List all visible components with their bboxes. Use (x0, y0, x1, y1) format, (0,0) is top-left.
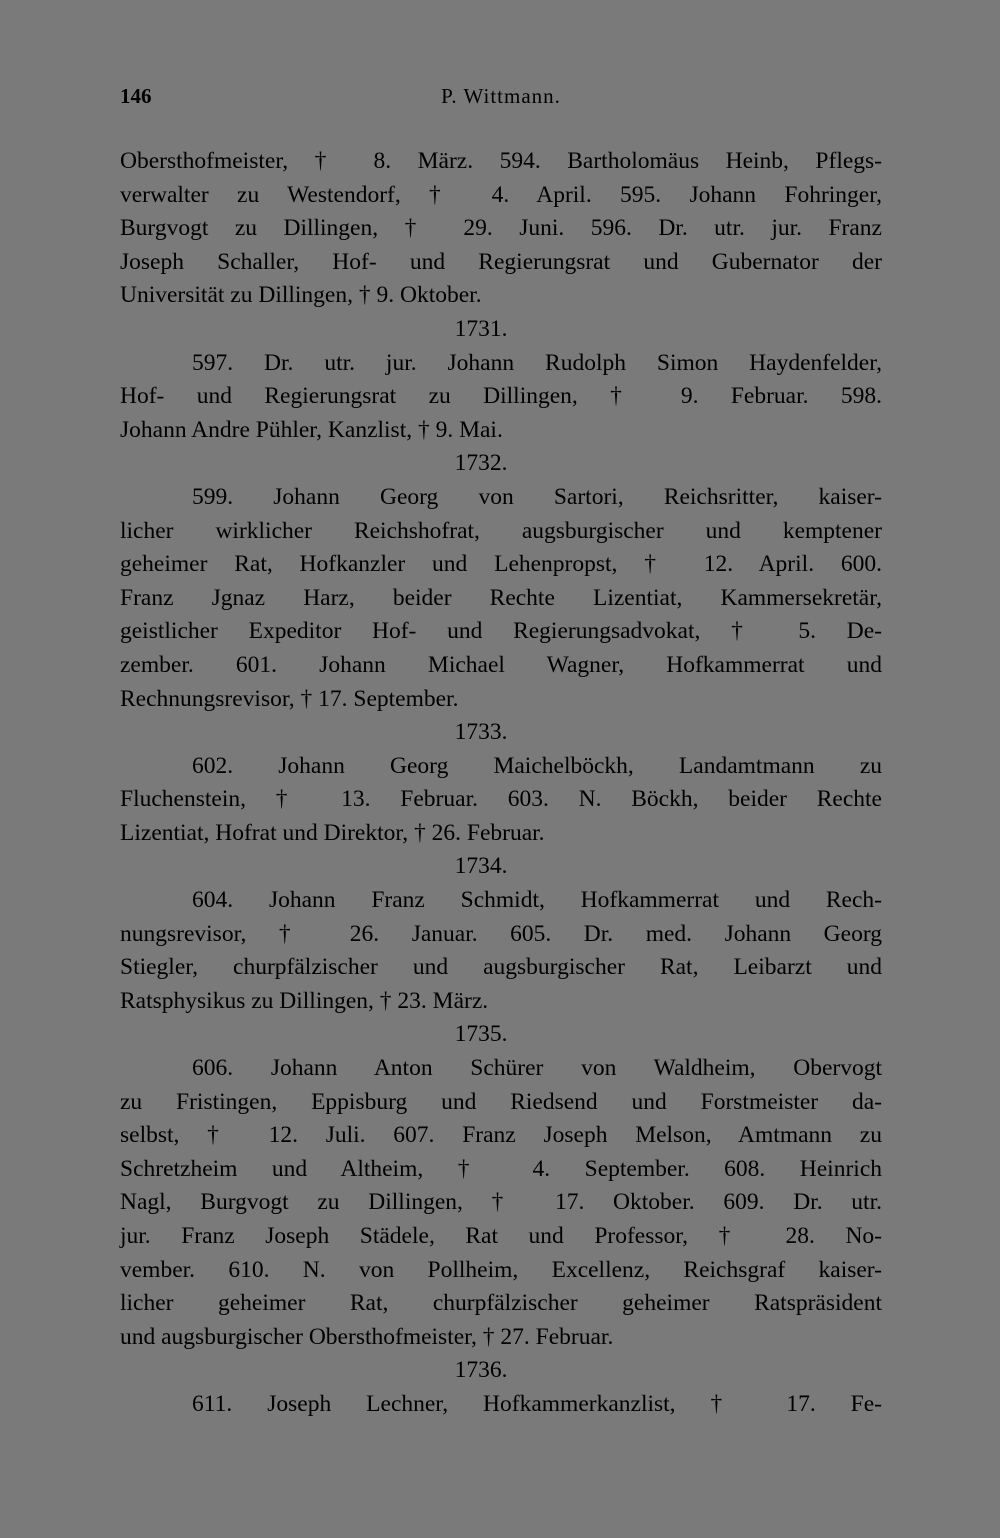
text-line: Schretzheim und Altheim, † 4. September. 608. Heinrich (120, 1155, 882, 1182)
text-line: und augsburgischer Obersthofmeister, † 27. Februar. (120, 1323, 614, 1350)
year-heading: 1734. (454, 853, 508, 880)
text-line: Johann Andre Pühler, Kanzlist, † 9. Mai. (120, 416, 503, 443)
text-line: Ratsphysikus zu Dillingen, † 23. März. (120, 987, 489, 1014)
text-line: Stiegler, churpfälzischer und augsburgischer Rat, Leibarzt und (120, 954, 882, 981)
text-line: 599. Johann Georg von Sartori, Reichsritter, kaiser- (192, 483, 882, 510)
text-line: Joseph Schaller, Hof- und Regierungsrat und Gubernator der (120, 248, 882, 275)
text-line: Burgvogt zu Dillingen, † 29. Juni. 596. Dr. utr. jur. Franz (120, 215, 882, 242)
year-heading: 1732. (454, 450, 508, 477)
text-line: 602. Johann Georg Maichelböckh, Landamtmann zu (192, 752, 882, 779)
year-heading: 1735. (454, 1021, 508, 1048)
text-line: licher wirklicher Reichshofrat, augsburgischer und kemptener (120, 517, 882, 544)
text-line: vember. 610. N. von Pollheim, Excellenz, Reichsgraf kaiser- (120, 1256, 882, 1283)
text-line: Hof- und Regierungsrat zu Dillingen, † 9. Februar. 598. (120, 383, 882, 410)
text-line: selbst, † 12. Juli. 607. Franz Joseph Melson, Amtmann zu (120, 1122, 882, 1149)
text-line: zember. 601. Johann Michael Wagner, Hofkammerrat und (120, 651, 882, 678)
text-line: verwalter zu Westendorf, † 4. April. 595. Johann Fohringer, (120, 181, 882, 208)
running-title: P. Wittmann. (441, 84, 561, 108)
text-line: Lizentiat, Hofrat und Direktor, † 26. Februar. (120, 819, 545, 846)
text-line: 604. Johann Franz Schmidt, Hofkammerrat und Rech- (192, 887, 882, 914)
text-line: Nagl, Burgvogt zu Dillingen, † 17. Oktober. 609. Dr. utr. (120, 1189, 882, 1216)
text-line: Obersthofmeister, † 8. März. 594. Bartholomäus Heinb, Pflegs- (120, 148, 882, 174)
year-heading: 1731. (454, 315, 508, 342)
text-line: zu Fristingen, Eppisburg und Riedsend und Forstmeister da- (120, 1088, 882, 1115)
page-header (120, 84, 882, 118)
text-line: licher geheimer Rat, churpfälzischer geheimer Ratspräsident (120, 1290, 882, 1317)
text-line: 597. Dr. utr. jur. Johann Rudolph Simon Haydenfelder, (192, 349, 882, 376)
text-line: Universität zu Dillingen, † 9. Oktober. (120, 282, 482, 309)
text-line: nungsrevisor, † 26. Januar. 605. Dr. med. Johann Georg (120, 920, 882, 947)
text-line: geistlicher Expeditor Hof- und Regierungsadvokat, † 5. De- (120, 618, 882, 645)
text-line: Fluchenstein, † 13. Februar. 603. N. Böckh, beider Rechte (120, 786, 882, 813)
year-heading: 1736. (454, 1357, 508, 1384)
body-text (120, 145, 882, 1422)
text-line: jur. Franz Joseph Städele, Rat und Professor, † 28. No- (120, 1223, 882, 1249)
text-line: geheimer Rat, Hofkanzler und Lehenpropst, † 12. April. 600. (120, 551, 882, 578)
text-line: 606. Johann Anton Schürer von Waldheim, Obervogt (192, 1055, 882, 1082)
text-line: Franz Jgnaz Harz, beider Rechte Lizentiat, Kammersekretär, (120, 584, 882, 611)
page-number: 146 (120, 84, 152, 108)
year-heading: 1733. (454, 719, 508, 746)
text-line: Rechnungsrevisor, † 17. September. (120, 685, 459, 712)
text-line: 611. Joseph Lechner, Hofkammerkanzlist, † 17. Fe- (192, 1390, 882, 1417)
